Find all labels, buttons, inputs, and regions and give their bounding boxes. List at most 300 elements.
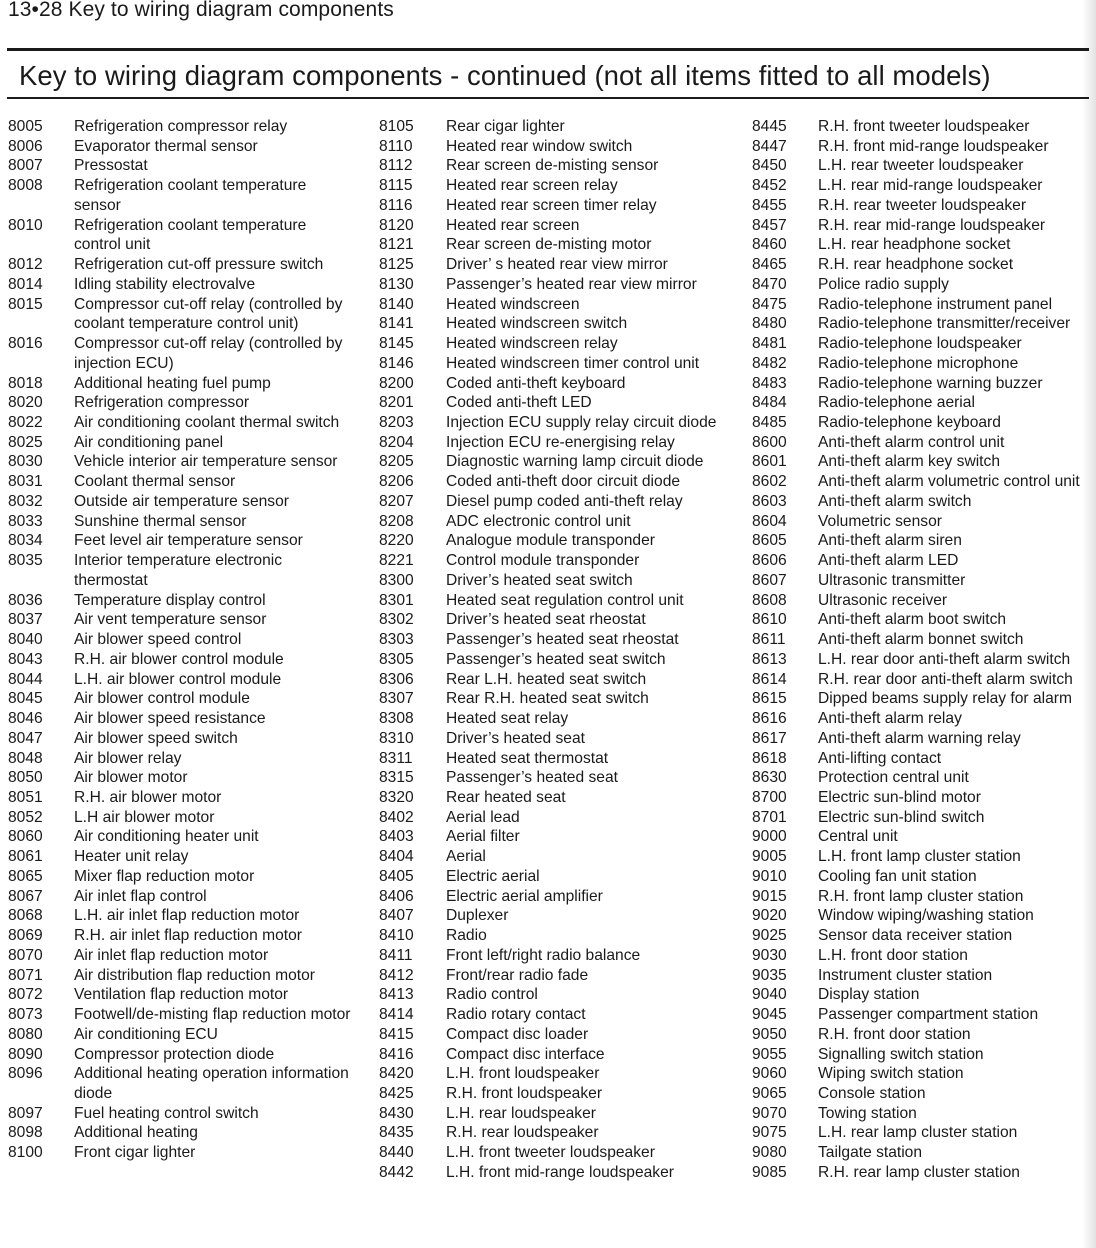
component-entry (379, 630, 739, 650)
component-code: 8416 (379, 1045, 414, 1063)
component-code: 8607 (752, 571, 787, 589)
component-description: Air blower relay (74, 749, 182, 767)
component-code: 8140 (379, 295, 414, 313)
component-code: 8613 (752, 650, 787, 668)
component-code: 8302 (379, 611, 414, 629)
component-entry (8, 1025, 368, 1045)
component-description: L.H. front mid-range loudspeaker (446, 1163, 674, 1181)
component-entry (379, 1045, 739, 1065)
component-description: Signalling switch station (818, 1045, 984, 1063)
component-description: R.H. rear headphone socket (818, 256, 1014, 274)
component-description: Air distribution flap reduction motor (74, 966, 315, 984)
title-rule-bottom (7, 97, 1089, 99)
component-entry (752, 1123, 1096, 1143)
component-code: 8025 (8, 433, 43, 451)
component-description: Diesel pump coded anti-theft relay (446, 492, 683, 510)
component-code: 9050 (752, 1025, 787, 1043)
component-description: Duplexer (446, 907, 509, 925)
component-description: Injection ECU re-energising relay (446, 433, 675, 451)
component-entry (379, 551, 739, 571)
component-description: Display station (818, 986, 920, 1004)
component-entry (379, 512, 739, 532)
component-entry (379, 1005, 739, 1025)
component-code: 8090 (8, 1045, 43, 1063)
component-description: L.H. front door station (818, 946, 968, 964)
component-description: Anti-theft alarm relay (818, 710, 962, 728)
component-code: 8040 (8, 631, 43, 649)
component-entry (752, 887, 1096, 907)
component-entry (752, 709, 1096, 729)
component-entry (8, 847, 368, 867)
component-code: 8420 (379, 1065, 414, 1083)
component-entry (752, 216, 1096, 236)
component-entry (8, 966, 368, 986)
component-code: 8308 (379, 710, 414, 728)
component-code: 8120 (379, 216, 414, 234)
component-code: 8016 (8, 335, 43, 353)
component-code: 8481 (752, 335, 787, 353)
component-description: Radio control (446, 986, 538, 1004)
component-code: 8035 (8, 552, 43, 570)
component-code: 8080 (8, 1025, 43, 1043)
component-code: 8130 (379, 275, 414, 293)
component-entry (379, 906, 739, 926)
component-entry (8, 650, 368, 670)
component-description: Anti-theft alarm volumetric control unit (818, 473, 1080, 491)
component-code: 8207 (379, 492, 414, 510)
component-description: Anti-theft alarm siren (818, 532, 962, 550)
component-code: 8203 (379, 414, 414, 432)
component-code: 8112 (379, 157, 413, 175)
component-entry (379, 255, 739, 275)
component-code: 8096 (8, 1065, 43, 1083)
component-code: 8044 (8, 670, 43, 688)
component-description: Refrigeration compressor relay (74, 118, 288, 135)
component-description: Coded anti-theft keyboard (446, 374, 626, 392)
component-entry (379, 610, 739, 630)
component-entry (752, 413, 1096, 433)
component-description: Additional heating operation information diode (74, 1065, 349, 1102)
component-description: Ultrasonic receiver (818, 591, 948, 609)
component-code: 8450 (752, 157, 787, 175)
component-entry (8, 768, 368, 788)
component-code: 9015 (752, 887, 787, 905)
component-code: 8320 (379, 788, 414, 806)
component-description: Air blower speed switch (74, 729, 238, 747)
component-description: Idling stability electrovalve (74, 275, 256, 293)
component-code: 8445 (752, 118, 787, 135)
component-description: Interior temperature electronic thermostat (74, 552, 283, 589)
component-entry (379, 808, 739, 828)
component-code: 8482 (752, 354, 787, 372)
component-code: 8310 (379, 729, 414, 747)
component-code: 8447 (752, 137, 787, 155)
component-description: Heated rear window switch (446, 137, 633, 155)
component-entry (8, 689, 368, 709)
component-entry (752, 314, 1096, 334)
component-code: 8603 (752, 492, 787, 510)
component-description: Aerial filter (446, 828, 520, 846)
component-entry (752, 492, 1096, 512)
component-description: R.H. front lamp cluster station (818, 887, 1024, 905)
component-code: 8457 (752, 216, 787, 234)
component-entry (8, 295, 368, 334)
component-entry (752, 591, 1096, 611)
component-code: 9070 (752, 1104, 787, 1122)
component-description: Electric aerial amplifier (446, 887, 603, 905)
component-entry (752, 926, 1096, 946)
component-description: R.H. rear door anti-theft alarm switch (818, 670, 1073, 688)
component-code: 8010 (8, 216, 43, 234)
component-entry (752, 689, 1096, 709)
component-code: 8115 (379, 177, 413, 195)
component-code: 8070 (8, 946, 43, 964)
component-entry (752, 1064, 1096, 1084)
component-code: 9035 (752, 966, 787, 984)
component-description: Coded anti-theft door circuit diode (446, 473, 681, 491)
component-code: 8110 (379, 137, 413, 155)
component-description: R.H. air inlet flap reduction motor (74, 927, 302, 945)
component-description: Compressor protection diode (74, 1045, 275, 1063)
component-entry (8, 137, 368, 157)
component-entry (8, 709, 368, 729)
component-code: 8022 (8, 414, 43, 432)
component-description: Electric aerial (446, 867, 540, 885)
component-description: Front cigar lighter (74, 1144, 196, 1162)
component-entry (8, 492, 368, 512)
component-entry (752, 393, 1096, 413)
component-description: Cooling fan unit station (818, 867, 977, 885)
component-code: 8100 (8, 1144, 43, 1162)
component-entry (379, 393, 739, 413)
component-entry (8, 393, 368, 413)
component-entry (752, 966, 1096, 986)
component-entry (8, 156, 368, 176)
component-description: Ventilation flap reduction motor (74, 986, 289, 1004)
component-code: 9055 (752, 1045, 787, 1063)
component-code: 8618 (752, 749, 787, 767)
component-entry (752, 512, 1096, 532)
component-entry (379, 354, 739, 374)
component-description: Vehicle interior air temperature sensor (74, 453, 338, 471)
component-code: 8031 (8, 473, 43, 491)
component-entry (379, 926, 739, 946)
component-code: 8415 (379, 1025, 414, 1043)
component-code: 8037 (8, 611, 43, 629)
component-code: 8616 (752, 710, 787, 728)
component-description: Air blower motor (74, 769, 188, 787)
component-description: R.H. rear loudspeaker (446, 1124, 599, 1142)
component-code: 8440 (379, 1144, 414, 1162)
component-description: Central unit (818, 828, 898, 846)
component-entry (379, 729, 739, 749)
component-entry (8, 788, 368, 808)
component-entry (379, 827, 739, 847)
component-description: R.H. air blower control module (74, 650, 284, 668)
component-description: Air conditioning ECU (74, 1025, 218, 1043)
component-description: Radio-telephone warning buzzer (818, 374, 1043, 392)
component-entry (379, 235, 739, 255)
component-code: 8301 (379, 591, 414, 609)
component-entry (8, 1045, 368, 1065)
component-description: Sunshine thermal sensor (74, 512, 247, 530)
component-description: Heated windscreen timer control unit (446, 354, 700, 372)
component-entry (752, 847, 1096, 867)
component-code: 8045 (8, 690, 43, 708)
component-entry (8, 729, 368, 749)
component-description: L.H. front lamp cluster station (818, 848, 1021, 866)
component-entry (752, 1045, 1096, 1065)
component-description: Feet level air temperature sensor (74, 532, 303, 550)
component-entry (379, 1163, 739, 1183)
component-description: Ultrasonic transmitter (818, 571, 966, 589)
component-entry (752, 729, 1096, 749)
component-code: 8605 (752, 532, 787, 550)
component-description: Refrigeration coolant temperature sensor (74, 177, 307, 214)
component-entry (8, 827, 368, 847)
component-description: Anti-theft alarm control unit (818, 433, 1005, 451)
component-entry (8, 334, 368, 373)
component-code: 8098 (8, 1124, 43, 1142)
component-code: 9005 (752, 848, 787, 866)
component-entry (752, 808, 1096, 828)
component-entry (8, 867, 368, 887)
component-code: 8484 (752, 394, 787, 412)
component-code: 8606 (752, 552, 787, 570)
component-description: Rear cigar lighter (446, 118, 565, 135)
component-entry (752, 610, 1096, 630)
running-head: 13•28 Key to wiring diagram components (8, 0, 394, 21)
component-code: 8601 (752, 453, 787, 471)
component-code: 8425 (379, 1084, 414, 1102)
title-rule-top (7, 48, 1089, 51)
component-description: Anti-theft alarm boot switch (818, 611, 1007, 629)
component-entry (752, 867, 1096, 887)
component-entry (8, 808, 368, 828)
component-description: L.H. rear tweeter loudspeaker (818, 157, 1024, 175)
component-entry (379, 749, 739, 769)
component-description: Heated rear screen relay (446, 177, 618, 195)
component-code: 8407 (379, 907, 414, 925)
component-description: Control module transponder (446, 552, 640, 570)
component-description: L.H air blower motor (74, 808, 215, 826)
component-description: Heated rear screen (446, 216, 580, 234)
component-description: Electric sun-blind switch (818, 808, 985, 826)
component-description: Diagnostic warning lamp circuit diode (446, 453, 704, 471)
component-code: 8611 (752, 631, 786, 649)
component-description: Driver’s heated seat (446, 729, 585, 747)
component-description: Front/rear radio fade (446, 966, 589, 984)
component-description: Outside air temperature sensor (74, 492, 289, 510)
component-entry (379, 334, 739, 354)
component-code: 8069 (8, 927, 43, 945)
component-code: 8204 (379, 433, 414, 451)
component-entry (379, 492, 739, 512)
component-description: Anti-theft alarm LED (818, 552, 959, 570)
component-entry (379, 374, 739, 394)
component-description: Anti-lifting contact (818, 749, 942, 767)
component-description: Compressor cut-off relay (controlled by coolant temperature control unit) (74, 295, 343, 333)
component-description: Passenger compartment station (818, 1006, 1039, 1024)
component-description: Passenger’s heated seat (446, 769, 618, 787)
component-description: Air inlet flap control (74, 887, 207, 905)
component-description: Rear L.H. heated seat switch (446, 670, 647, 688)
component-description: Driver’s heated seat rheostat (446, 611, 646, 629)
component-entry (8, 906, 368, 926)
component-code: 8052 (8, 808, 43, 826)
component-description: R.H. front door station (818, 1025, 971, 1043)
component-code: 8051 (8, 788, 43, 806)
component-entry (752, 374, 1096, 394)
component-code: 8311 (379, 749, 413, 767)
component-description: Pressostat (74, 157, 148, 175)
component-description: Air conditioning heater unit (74, 828, 259, 846)
component-code: 9040 (752, 986, 787, 1004)
component-code: 8452 (752, 177, 787, 195)
section-title: Key to wiring diagram components - continued (not all items fitted to all models) (19, 60, 991, 91)
component-description: Footwell/de-misting flap reduction motor (74, 1006, 351, 1024)
component-description: Window wiping/washing station (818, 907, 1034, 925)
component-entry (752, 1163, 1096, 1183)
component-code: 8145 (379, 335, 414, 353)
component-code: 8604 (752, 512, 787, 530)
component-description: Radio-telephone microphone (818, 354, 1019, 372)
component-entry (379, 1064, 739, 1084)
component-code: 8700 (752, 788, 787, 806)
component-code: 8141 (379, 315, 414, 333)
component-entry (379, 867, 739, 887)
component-description: R.H. front mid-range loudspeaker (818, 137, 1049, 155)
component-entry (752, 551, 1096, 571)
component-description: Police radio supply (818, 275, 949, 293)
component-code: 8043 (8, 650, 43, 668)
component-description: Heater unit relay (74, 848, 189, 866)
component-code: 8071 (8, 966, 43, 984)
component-entry (379, 1104, 739, 1124)
component-description: Mixer flap reduction motor (74, 867, 255, 885)
component-code: 8033 (8, 512, 43, 530)
component-code: 8105 (379, 118, 414, 135)
component-entry (8, 216, 368, 255)
component-description: R.H. rear lamp cluster station (818, 1163, 1020, 1181)
component-entry (379, 117, 739, 137)
component-entry (379, 176, 739, 196)
component-description: L.H. rear door anti-theft alarm switch (818, 650, 1071, 668)
component-code: 8030 (8, 453, 43, 471)
component-code: 8406 (379, 887, 414, 905)
component-code: 8007 (8, 157, 43, 175)
component-description: Passenger’s heated seat switch (446, 650, 666, 668)
component-description: Radio-telephone keyboard (818, 414, 1001, 432)
component-entry (8, 413, 368, 433)
component-entry (379, 295, 739, 315)
component-entry (379, 966, 739, 986)
component-entry (752, 906, 1096, 926)
component-code: 8465 (752, 256, 787, 274)
component-description: Refrigeration compressor (74, 394, 250, 412)
component-code: 8032 (8, 492, 43, 510)
component-entry (8, 926, 368, 946)
component-entry (379, 709, 739, 729)
component-description: Towing station (818, 1104, 917, 1122)
component-code: 8121 (379, 236, 414, 254)
component-code: 8097 (8, 1104, 43, 1122)
component-description: Wiping switch station (818, 1065, 964, 1083)
component-description: Evaporator thermal sensor (74, 137, 258, 155)
component-code: 8061 (8, 848, 43, 866)
component-code: 8614 (752, 670, 787, 688)
component-description: Refrigeration cut-off pressure switch (74, 256, 324, 274)
component-code: 8608 (752, 591, 787, 609)
component-column-3 (752, 117, 1096, 1183)
component-code: 9085 (752, 1163, 787, 1181)
component-code: 8034 (8, 532, 43, 550)
component-entry (752, 117, 1096, 137)
component-description: Heated windscreen (446, 295, 580, 313)
component-code: 8413 (379, 986, 414, 1004)
component-entry (8, 985, 368, 1005)
component-entry (8, 1104, 368, 1124)
component-code: 8020 (8, 394, 43, 412)
component-entry (752, 235, 1096, 255)
component-code: 8073 (8, 1006, 43, 1024)
component-entry (752, 788, 1096, 808)
component-code: 8602 (752, 473, 787, 491)
component-description: Rear R.H. heated seat switch (446, 690, 649, 708)
component-entry (8, 1005, 368, 1025)
component-entry (379, 650, 739, 670)
component-code: 8036 (8, 591, 43, 609)
component-code: 8006 (8, 137, 43, 155)
component-code: 8200 (379, 374, 414, 392)
component-description: Injection ECU supply relay circuit diode (446, 414, 717, 432)
component-entry (8, 176, 368, 215)
component-entry (379, 216, 739, 236)
component-description: Compact disc loader (446, 1025, 589, 1043)
component-code: 8047 (8, 729, 43, 747)
component-entry (379, 571, 739, 591)
component-code: 8060 (8, 828, 43, 846)
component-entry (379, 670, 739, 690)
component-entry (8, 472, 368, 492)
component-code: 8220 (379, 532, 414, 550)
component-description: Driver’s heated seat switch (446, 571, 633, 589)
component-code: 8005 (8, 118, 43, 135)
component-code: 8600 (752, 433, 787, 451)
component-description: Air blower speed control (74, 631, 242, 649)
component-code: 8046 (8, 710, 43, 728)
component-code: 8305 (379, 650, 414, 668)
component-entry (752, 571, 1096, 591)
component-entry (752, 433, 1096, 453)
component-code: 8048 (8, 749, 43, 767)
component-description: Air blower speed resistance (74, 710, 266, 728)
component-code: 9045 (752, 1006, 787, 1024)
component-code: 8008 (8, 177, 43, 195)
component-entry (379, 946, 739, 966)
component-entry (752, 295, 1096, 315)
component-code: 8315 (379, 769, 414, 787)
component-description: Air conditioning coolant thermal switch (74, 414, 340, 432)
component-entry (8, 255, 368, 275)
component-entry (752, 630, 1096, 650)
component-entry (379, 156, 739, 176)
component-entry (379, 768, 739, 788)
component-description: Electric sun-blind motor (818, 788, 981, 806)
component-code: 8480 (752, 315, 787, 333)
component-entry (379, 433, 739, 453)
component-code: 8014 (8, 275, 43, 293)
